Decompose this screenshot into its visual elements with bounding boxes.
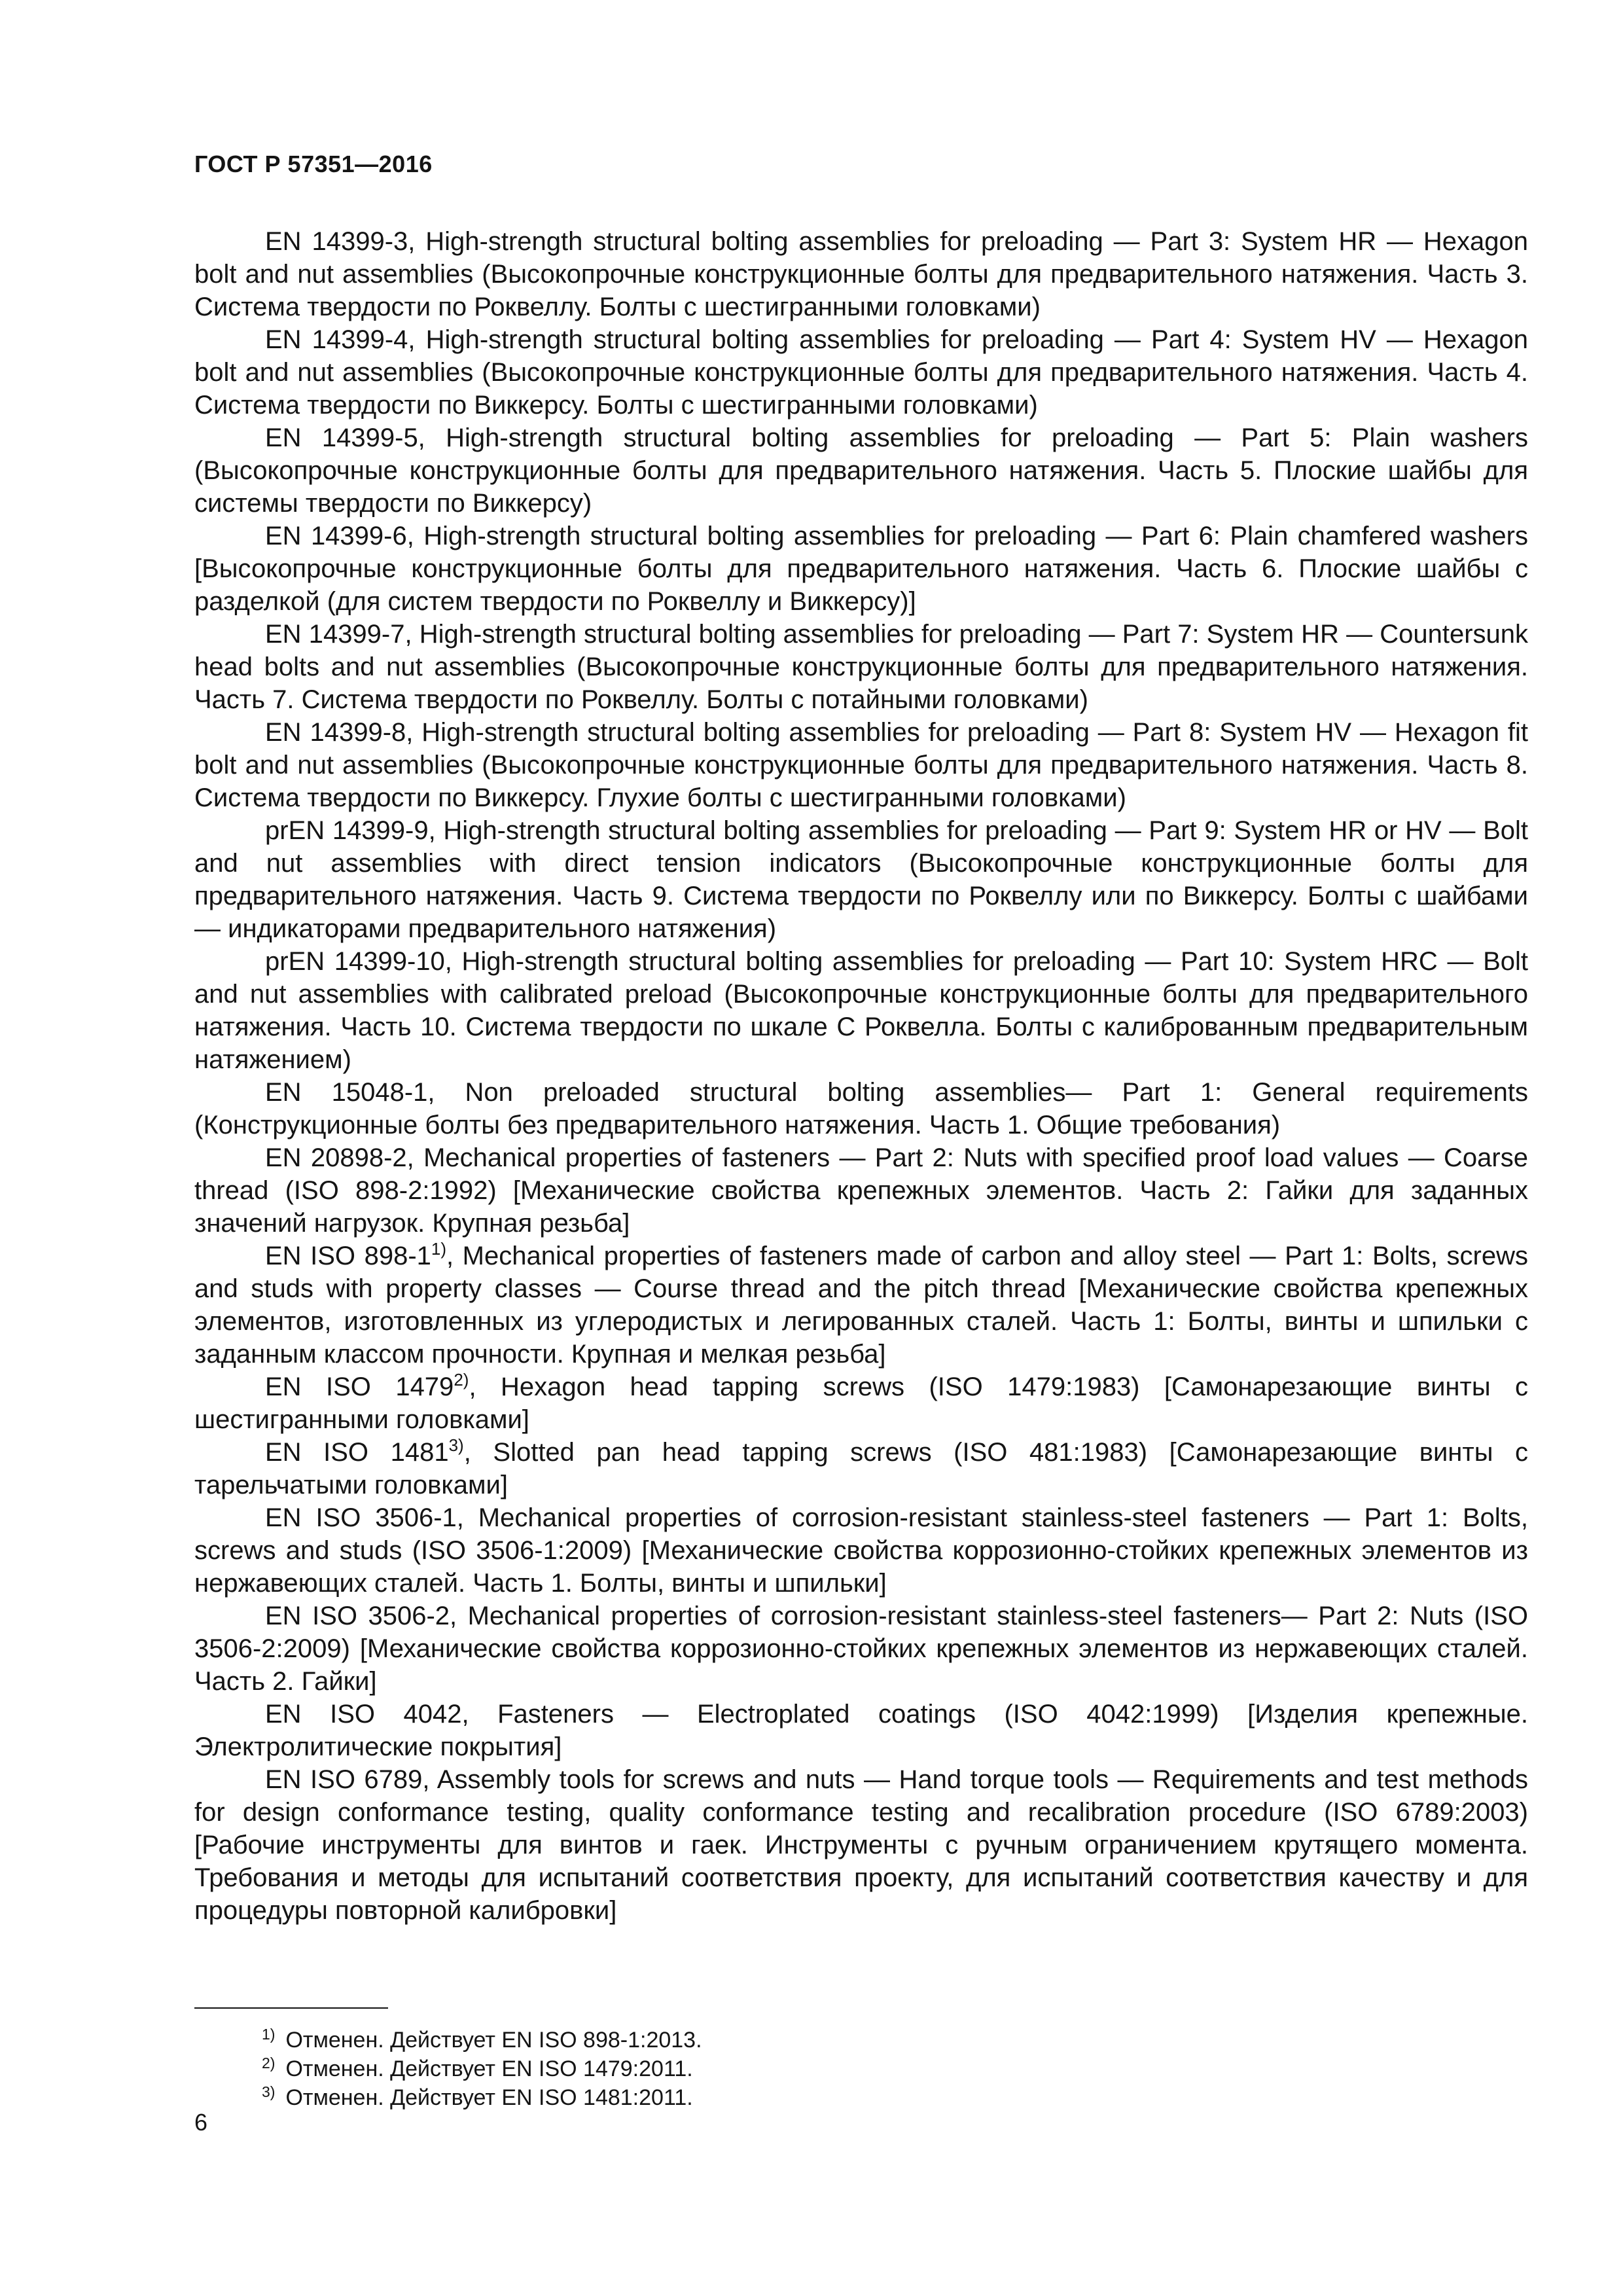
footnote-text: Отменен. Действует EN ISO 898-1:2013.: [285, 2028, 702, 2053]
footnote-marker[interactable]: 2): [454, 1370, 469, 1390]
reference-entry: EN 14399-4, High-strength structural bolting assemblies for preloading — Part 4: System HV — Hexagon bolt and nut assemblies (Высокопрочные конструкционные болты для предварительного натяжения. Часть 4. Система твердости по Виккерсу. Болты с шестигранными головками): [194, 325, 1528, 420]
reference-entry: EN 14399-5, High-strength structural bolting assemblies for preloading — Part 5: Plain washers (Высокопрочные конструкционные болты для предварительного натяжения. Часть 5. Плоские шайбы для системы твердости по Виккерсу): [194, 423, 1528, 518]
reference-entry: EN ISO 3506-1, Mechanical properties of corrosion-resistant stainless-steel fasteners — Part 1: Bolts, screws and studs (ISO 3506-1:2009) [Механические свойства коррозионно-стойких крепежных элементов из нержавеющих сталей. Часть 1. Болты, винты и шпильки]: [194, 1503, 1528, 1598]
footnote: [262, 2083, 702, 2112]
reference-list: [194, 225, 1528, 1927]
reference-code: EN ISO 898-1: [265, 1242, 431, 1270]
footnote-marker: 1): [262, 2026, 276, 2043]
reference-entry: [194, 1371, 1528, 1436]
reference-entry: prEN 14399-10, High-strength structural bolting assemblies for preloading — Part 10: System HRC — Bolt and nut assemblies with calibrated preload (Высокопрочные конструкционные болты для предварительного натяжения. Часть 10. Система твердости по шкале С Роквелла. Болты с калиброванным предварительным натяжением): [194, 947, 1528, 1074]
footnote-marker: 3): [262, 2083, 276, 2100]
reference-title: , Mechanical properties of fasteners made of carbon and alloy steel — Part 1: Bolts, screws and studs with property classes — Course thread and the pitch thread [Механические свойства крепежных элементов, изготовленных из углеродистых и легированных сталей. Часть 1: Болты, винты и шпильки с заданным классом прочности. Крупная и мелкая резьба]: [194, 1242, 1528, 1369]
reference-entry: prEN 14399-9, High-strength structural bolting assemblies for preloading — Part 9: System HR or HV — Bolt and nut assemblies with direct tension indicators (Высокопрочные конструкционные болты для предварительного натяжения. Часть 9. Система твердости по Роквеллу или по Виккерсу. Болты с шайбами — индикаторами предварительного натяжения): [194, 816, 1528, 943]
reference-entry: EN 20898-2, Mechanical properties of fasteners — Part 2: Nuts with specified proof load values — Coarse thread (ISO 898-2:1992) [Механические свойства крепежных элементов. Часть 2: Гайки для заданных значений нагрузок. Крупная резьба]: [194, 1143, 1528, 1238]
reference-title: , Hexagon head tapping screws (ISO 1479:1983) [Самонарезающие винты с шестигранными головками]: [194, 1372, 1529, 1434]
reference-code: EN ISO 1479: [265, 1372, 454, 1401]
reference-entry: EN 15048-1, Non preloaded structural bolting assemblies— Part 1: General requirements (Конструкционные болты без предварительного натяжения. Часть 1. Общие требования): [194, 1078, 1528, 1139]
footnote: [262, 2054, 702, 2083]
document-header: ГОСТ Р 57351—2016: [194, 151, 433, 177]
reference-entry: EN 14399-7, High-strength structural bolting assemblies for preloading — Part 7: System HR — Countersunk head bolts and nut assemblies (Высокопрочные конструкционные болты для предварительного натяжения. Часть 7. Система твердости по Роквеллу. Болты с потайными головками): [194, 620, 1528, 714]
footnote-marker: 2): [262, 2054, 276, 2072]
reference-code: EN ISO 1481: [265, 1438, 449, 1467]
footnote-text: Отменен. Действует EN ISO 1479:2011.: [285, 2056, 693, 2081]
footnote-marker[interactable]: 1): [431, 1239, 447, 1259]
reference-entry: EN ISO 4042, Fasteners — Electroplated coatings (ISO 4042:1999) [Изделия крепежные. Электролитические покрытия]: [194, 1700, 1528, 1761]
reference-entry: EN 14399-8, High-strength structural bolting assemblies for preloading — Part 8: System HV — Hexagon fit bolt and nut assemblies (Высокопрочные конструкционные болты для предварительного натяжения. Часть 8. Система твердости по Виккерсу. Глухие болты с шестигранными головками): [194, 718, 1528, 812]
reference-entry: EN 14399-3, High-strength structural bolting assemblies for preloading — Part 3: System HR — Hexagon bolt and nut assemblies (Высокопрочные конструкционные болты для предварительного натяжения. Часть 3. Система твердости по Роквеллу. Болты с шестигранными головками): [194, 227, 1528, 321]
reference-entry: [194, 1436, 1528, 1501]
footnote-separator: [194, 2007, 388, 2009]
footnote-text: Отменен. Действует EN ISO 1481:2011.: [285, 2085, 693, 2110]
reference-entry: [194, 1240, 1528, 1371]
reference-title: , Slotted pan head tapping screws (ISO 481:1983) [Самонарезающие винты с тарельчатыми головками]: [194, 1438, 1529, 1499]
footnote: [262, 2026, 702, 2054]
footnote-marker[interactable]: 3): [448, 1435, 464, 1455]
reference-entry: EN 14399-6, High-strength structural bolting assemblies for preloading — Part 6: Plain chamfered washers [Высокопрочные конструкционные болты для предварительного натяжения. Часть 6. Плоские шайбы с разделкой (для систем твердости по Роквеллу и Виккерсу)]: [194, 522, 1528, 616]
page-number: 6: [194, 2109, 208, 2136]
reference-entry: EN ISO 3506-2, Mechanical properties of corrosion-resistant stainless-steel fasteners— Part 2: Nuts (ISO 3506-2:2009) [Механические свойства коррозионно-стойких крепежных элементов из нержавеющих сталей. Часть 2. Гайки]: [194, 1602, 1528, 1696]
reference-entry: EN ISO 6789, Assembly tools for screws and nuts — Hand torque tools — Requirements and test methods for design conformance testing, quality conformance testing and recalibration procedure (ISO 6789:2003) [Рабочие инструменты для винтов и гаек. Инструменты с ручным ограничением крутящего момента. Требования и методы для испытаний соответствия проекту, для испытаний соответствия качеству и для процедуры повторной калибровки]: [194, 1765, 1528, 1925]
footnotes: [262, 2026, 702, 2112]
